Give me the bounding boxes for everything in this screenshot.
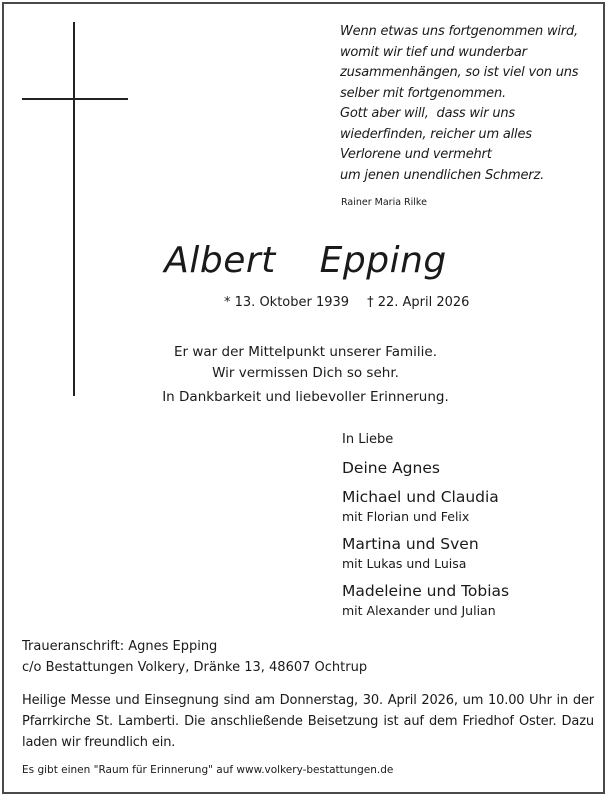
mourner-group — [342, 535, 509, 571]
tribute-line: Er war der Mittelpunkt unserer Familie. — [173, 344, 438, 360]
poem-line: wiederfinden, reicher um alles — [340, 126, 532, 142]
mourner-group — [342, 459, 509, 477]
deceased-name: Albert Epping — [164, 240, 447, 281]
mourner-name: Deine Agnes — [342, 459, 440, 477]
footer-note: Es gibt einen "Raum für Erinnerung" auf www.volkery-bestattungen.de — [22, 764, 394, 776]
poem-line: Gott aber will, dass wir uns — [340, 106, 515, 121]
funeral-notice: Heilige Messe und Einsegnung sind am Donnerstag, 30. April 2026, um 10.00 Uhr in der Pfarrkirche St. Lamberti. Die anschließende Beisetzung ist auf dem Friedhof Oster. Dazu laden wir freundlich ein. — [22, 693, 594, 750]
mourner-group — [342, 488, 509, 524]
poem — [340, 22, 600, 186]
mourners — [342, 432, 509, 629]
mourner-name: Michael und Claudia — [342, 488, 499, 506]
poem-line: um jenen unendlichen Schmerz. — [340, 167, 545, 183]
death-date: † 22. April 2026 — [367, 295, 470, 310]
cross-icon-horizontal — [22, 98, 128, 100]
poem-line: selber mit fortgenommen. — [340, 85, 506, 101]
poem-line: zusammenhängen, so ist viel von uns — [340, 65, 579, 80]
mourner-children: mit Alexander und Julian — [342, 603, 496, 618]
mourner-name: Madeleine und Tobias — [342, 582, 510, 600]
birth-date: * 13. Oktober 1939 — [224, 295, 350, 310]
cross-icon-vertical — [73, 22, 75, 396]
tribute-line: In Dankbarkeit und liebevoller Erinnerung. — [162, 389, 449, 405]
address-line: Traueranschrift: Agnes Epping — [22, 639, 218, 654]
poem-line: Verlorene und vermehrt — [340, 147, 492, 162]
mourner-children: mit Florian und Felix — [342, 509, 470, 524]
mourners-intro: In Liebe — [342, 432, 394, 447]
mourner-name: Martina und Sven — [342, 535, 479, 553]
mourning-address — [22, 636, 367, 678]
mourner-group — [342, 582, 509, 618]
poem-line: Wenn etwas uns fortgenommen wird, — [340, 24, 578, 39]
poem-author: Rainer Maria Rilke — [341, 197, 427, 208]
mourner-children: mit Lukas und Luisa — [342, 556, 467, 571]
poem-line: womit wir tief und wunderbar — [340, 44, 527, 60]
address-line: c/o Bestattungen Volkery, Dränke 13, 48607 Ochtrup — [22, 660, 368, 675]
tribute-line: Wir vermissen Dich so sehr. — [212, 365, 399, 381]
life-dates — [224, 295, 469, 310]
